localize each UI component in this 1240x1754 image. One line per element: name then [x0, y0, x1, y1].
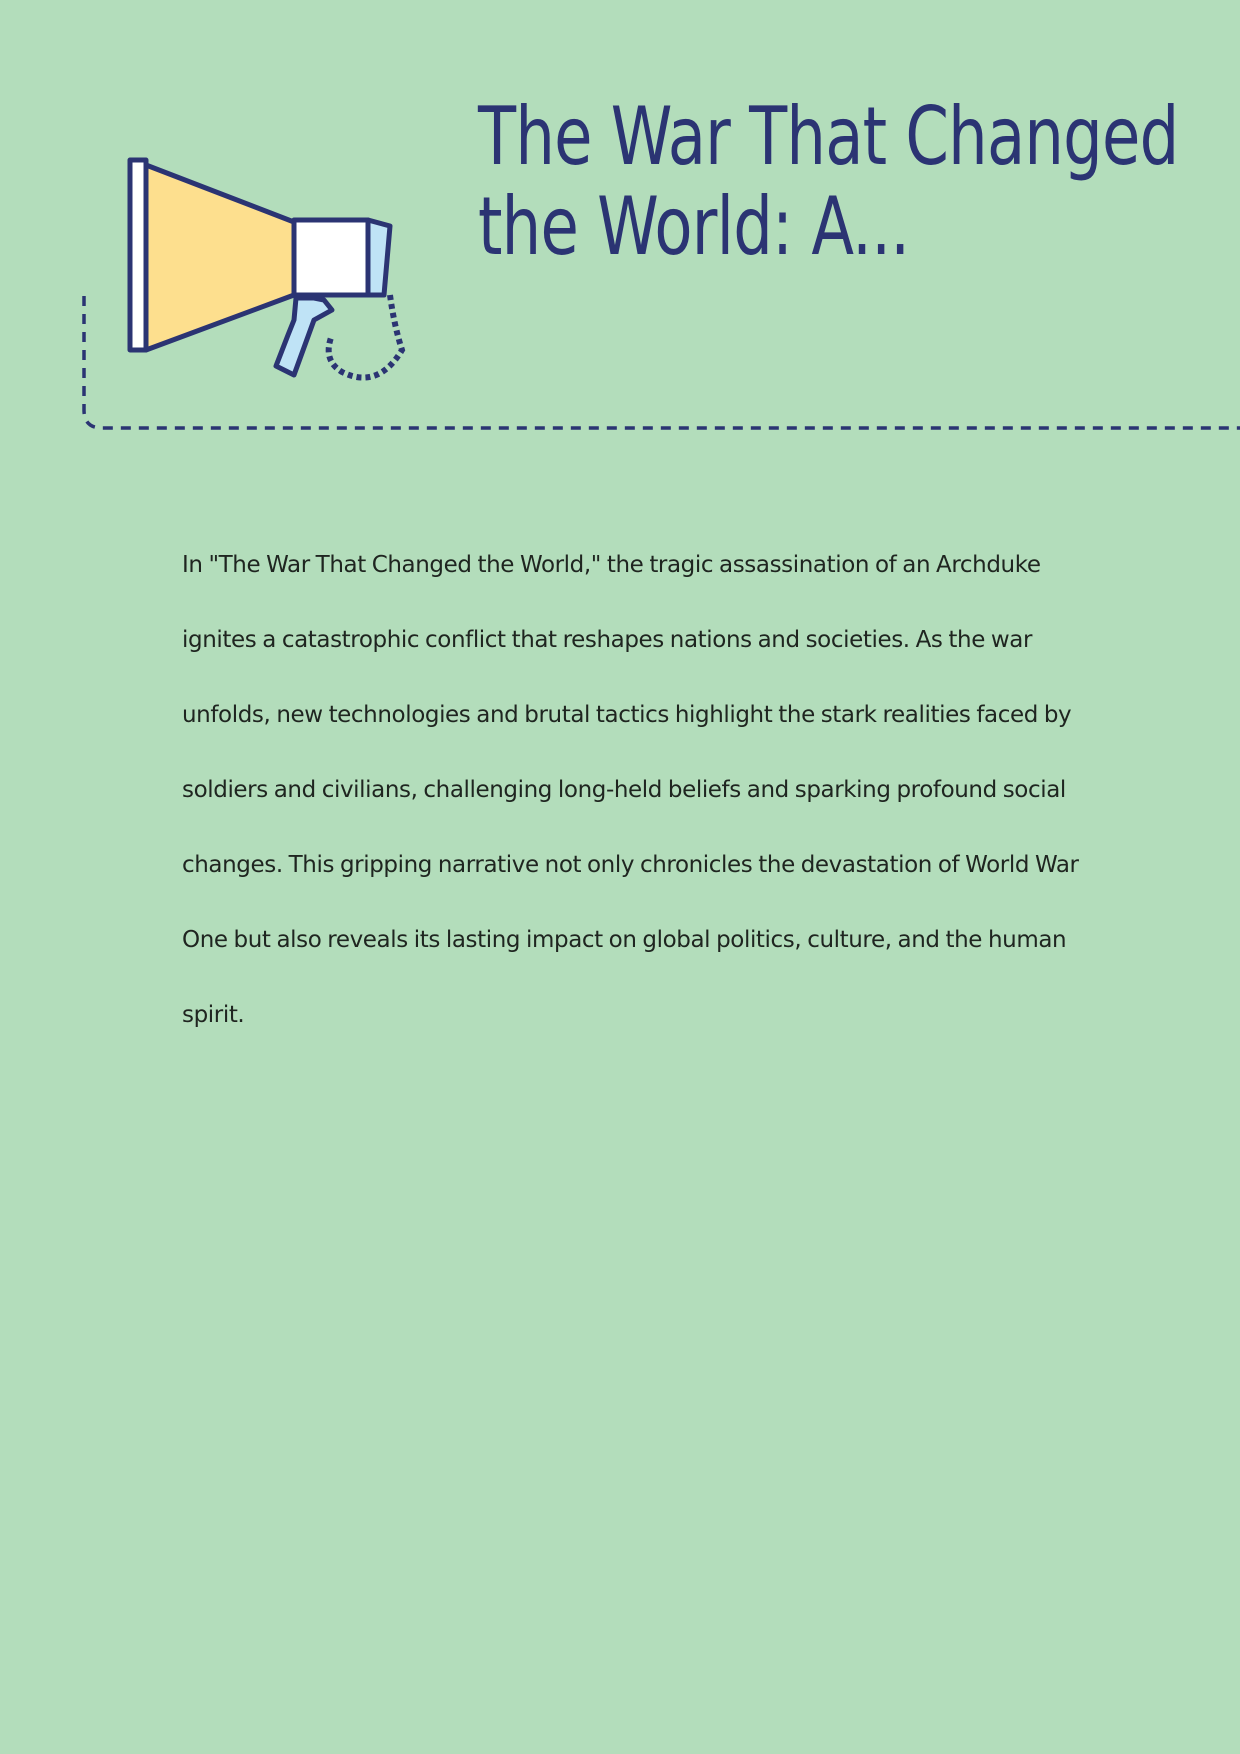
document-title-text: The War That Changed the World: A... [478, 90, 1179, 273]
megaphone-body [294, 220, 368, 295]
megaphone-icon [118, 150, 428, 400]
megaphone-handle [276, 298, 332, 375]
megaphone-cord [329, 295, 402, 378]
megaphone-cone [146, 165, 294, 350]
document-title [478, 90, 1179, 273]
megaphone-cap [368, 220, 390, 295]
document-description: In "The War That Changed the World," the tragic assassination of an Archduke ignites a catastrophic conflict that reshapes nations and societies. As the war unfolds, new technologies and brutal tactics highlight the stark realities faced by soldiers and civilians, challenging long-held beliefs and sparking profound social changes. This gripping narrative not only chronicles the devastation of World War One but also reveals its lasting impact on global politics, culture, and the human spirit. [182, 552, 1079, 1028]
